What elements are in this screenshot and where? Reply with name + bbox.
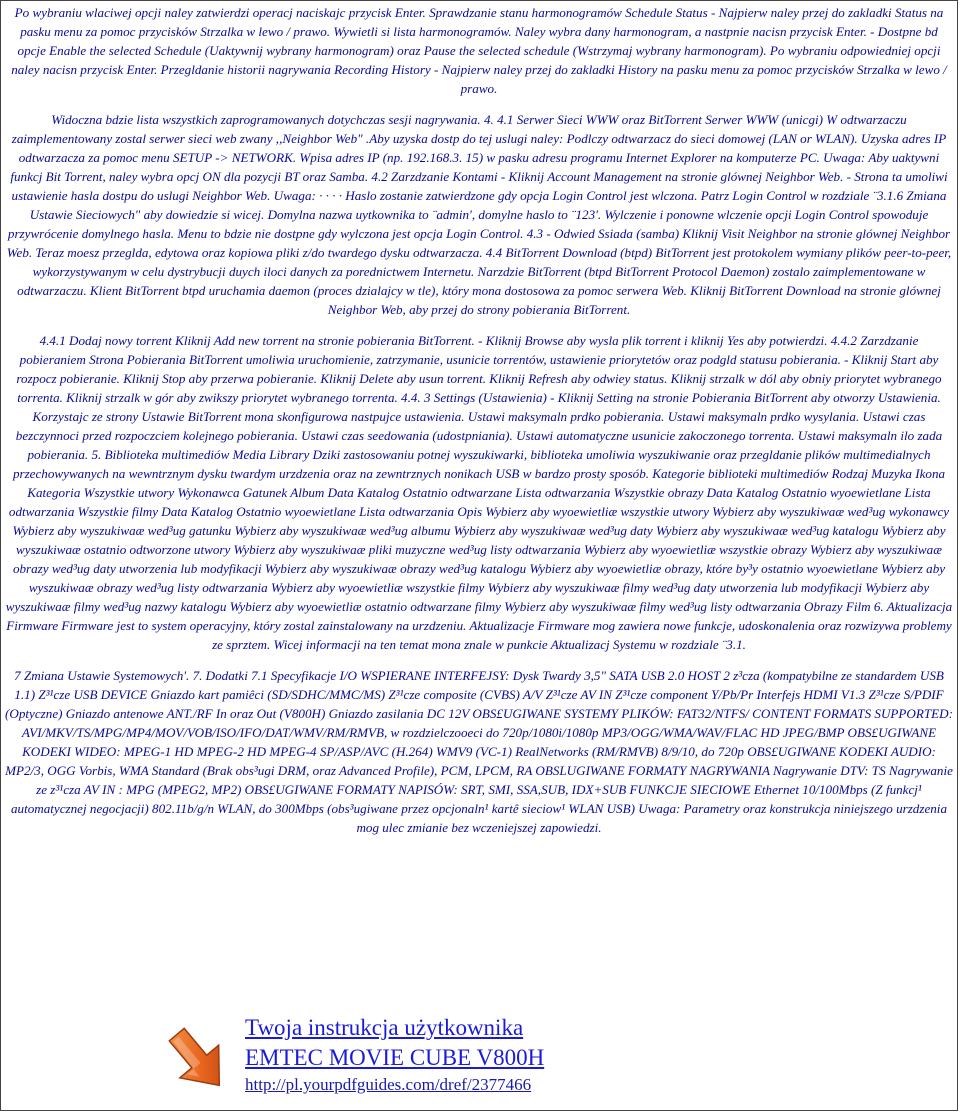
- paragraph-1: Po wybraniu wlaciwej opcji naley zatwierdzi operacj naciskajc przycisk Enter. Sprawdzanie stanu harmonogramów Schedule Status - Najpierw naley przej do zakladki Status na pasku menu za pomoc przycisków Strzalka w lewo / prawo. Wywietli si lista harmonogramów. Naley wybra dany harmonogram, a nastpnie nacisn przycisk Enter. - Dostpne bd opcje Enable the selected Schedule (Uaktywnij wybrany harmonogram) oraz Pause the selected schedule (Wstrzymaj wybrany harmonogram). Po wybraniu odpowiedniej opcji naley nacisn przycisk Enter. Przegldanie historii nagrywania Recording History - Najpierw naley przej do zakladki History na pasku menu za pomoc przycisków Strzalka w lewo / prawo.: [11, 5, 947, 96]
- document-body: [5, 3, 953, 837]
- download-arrow-icon: [159, 1021, 237, 1099]
- manual-title-link[interactable]: Twoja instrukcja użytkownika: [245, 1015, 524, 1040]
- source-url-link[interactable]: http://pl.yourpdfguides.com/dref/2377466: [245, 1075, 532, 1094]
- model-link[interactable]: EMTEC MOVIE CUBE V800H: [245, 1045, 545, 1070]
- paragraph-4: 7 Zmiana Ustawie Systemowych'. 7. Dodatki 7.1 Specyfikacje I/O WSPIERANE INTERFEJSY: Dysk Twardy 3,5" SATA USB 2.0 HOST 2 z³cza (kompatybilne ze standardem USB 1.1) Z³¹cze USB DEVICE Gniazdo kart pamiêci (SD/SDHC/MMC/MS) Z³¹cze composite (CVBS) A/V Z³¹cze AV IN Z³¹cze component Y/Pb/Pr Interfejs HDMI V1.3 Z³¹cze S/PDIF (Optyczne) Gniazdo antenowe ANT./RF In oraz Out (V800H) Gniazdo zasilania DC 12V OBS£UGIWANE SYSTEMY PLIKÓW: FAT32/NTFS/ CONTENT FORMATS SUPPORTED: AVI/MKV/TS/MPG/MP4/MOV/VOB/ISO/IFO/DAT/WMV/RM/RMVB, w rozdzielczooeci do 720p/1080i/1080p MP3/OGG/WMA/WAV/FLAC HD JPEG/BMP OBS£UGIWANE KODEKI WIDEO: MPEG-1 HD MPEG-2 HD MPEG-4 SP/ASP/AVC (H.264) WMV9 (VC-1) RealNetworks (RM/RMVB) 8/9/10, do 720p OBS£UGIWANE KODEKI AUDIO: MP2/3, OGG Vorbis, WMA Standard (Brak obs³ugi DRM, oraz Advanced Profile), PCM, LPCM, RA OBSLUGIWANE FORMATY NAGRYWANIA Nagrywanie DTV: TS Nagrywanie ze z³¹cza AV IN : MPG (MPEG2, MP2) OBS£UGIWANE FORMATY NAPISÓW: SRT, SMI, SSA,SUB, IDX+SUB FUNKCJE SIECIOWE Ethernet 10/100Mbps (Z funkcj¹ automatycznej negocjacji) 802.11b/g/n WLAN, do 300Mbps (obs³ugiwane przez opcjonaln¹ kartê sieciow¹ WLAN USB) Uwaga: Parametry oraz konstrukcja niniejszego urzdzenia mog ulec zmianie bez wczeniejszej zapowiedzi.: [5, 668, 953, 835]
- paragraph-3: 4.4.1 Dodaj nowy torrent Kliknij Add new torrent na stronie pobierania BitTorrent. - Kliknij Browse aby wysla plik torrent i kliknij Yes aby potwierdzi. 4.4.2 Zarzdzanie pobieraniem Strona Pobierania BitTorrent umoliwia uruchomienie, zatrzymanie, usunicie torrentów, ustawienie priorytetów oraz podgld statusu pobierania. - Kliknij Start aby rozpocz pobieranie. Kliknij Stop aby przerwa pobieranie. Kliknij Delete aby usun torrent. Kliknij Refresh aby odwiey status. Kliknij strzalk w dól aby obniy priorytet wybranego torrenta. Kliknij strzalk w gór aby zwikszy priorytet wybranego torrenta. 4.4. 3 Settings (Ustawienia) - Kliknij Setting na stronie Pobierania BitTorrent aby otworzy Ustawienia. Korzystajc ze strony Ustawie BitTorrent mona skonfigurowa nastpujce ustawienia. Ustawi maksymaln prdko pobierania. Ustawi maksymaln prdko wysylania. Ustawi czas bezczynnoci przed rozpoczciem kolejnego pobierania. Ustawi czas seedowania (udostpniania). Ustawi automatyczne usunicie zakoczonego torrenta. Ustawi maksymaln ilo zada pobierania. 5. Biblioteka multimediów Media Library Dziki zastosowaniu potnej wyszukiwarki, biblioteka umoliwia wyszukiwanie oraz przegldanie plików multimedialnych przechowywanych na wewntrznym dysku twardym urzdzenia oraz na zewntrznych nonikach USB w bardzo prosty sposób. Kategorie biblioteki multimediów Rodzaj Muzyka Ikona Kategoria Wszystkie utwory Wykonawca Gatunek Album Data Katalog Ostatnio odtwarzane Lista odtwarzania Wszystkie obrazy Data Katalog Ostatnio wyoewietlane Lista odtwarzania Wszystkie filmy Data Katalog Ostatnio wyoewietlane Lista odtwarzania Opis Wybierz aby wyoewietliæ wszystkie utwory Wybierz aby wyszukiwaæ wed³ug wykonawcy Wybierz aby wyszukiwaæ wed³ug gatunku Wybierz aby wyszukiwaæ wed³ug albumu Wybierz aby wyszukiwaæ wed³ug daty Wybierz aby wyszukiwaæ wed³ug katalogu Wybierz aby wyszukiwaæ ostatnio odtworzone utwory Wybierz aby wyszukiwaæ pliki muzyczne wed³ug listy odtwarzania Wybierz aby wyoewietliæ wszystkie obrazy Wybierz aby wyszukiwaæ obrazy wed³ug daty utworzenia lub modyfikacji Wybierz aby wyszukiwaæ obrazy wed³ug katalogu Wybierz aby wyoewietliæ obrazy, które by³y ostatnio wyoewietlane Wybierz aby wyszukiwaæ obrazy wed³ug listy odtwarzania Wybierz aby wyoewietliæ wszystkie filmy Wybierz aby wyszukiwaæ filmy wed³ug daty utworzenia lub modyfikacji Wybierz aby wyszukiwaæ filmy wed³ug nazwy katalogu Wybierz aby wyoewietliæ ostatnio odtwarzane filmy Wybierz aby wyszukiwaæ filmy wed³ug listy odtwarzania Obrazy Film 6. Aktualizacja Firmware Firmware jest to system operacyjny, który zostal zainstalowany na urzdzeniu. Aktualizacje Firmware mog zawiera nowe funkcje, udoskonalenia oraz rozwizywa problemy ze sprztem. Wicej informacji na ten temat mona znale w punkcie Aktualizacj Systemu w rozdziale ¨3.1.: [5, 333, 953, 652]
- paragraph-2: Widoczna bdzie lista wszystkich zaprogramowanych dotychczas sesji nagrywania. 4. 4.1 Serwer Sieci WWW oraz BitTorrent Serwer WWW (unicgi) W odtwarzaczu zaimplementowany zostal serwer sieci web zwany ,,Neighbor Web" .Aby uzyska dostp do tej uslugi naley: Podlczy odtwarzacz do sieci domowej (LAN or WLAN). Uzyska adres IP odtwarzacza za pomoc menu SETUP -> NETWORK. Wpisa adres IP (np. 192.168.3. 15) w pasku adresu programu Internet Explorer na komputerze PC. Uwaga: Aby uaktywni funkcj Bit Torrent, naley wybra opcj ON dla pozycji BT oraz Samba. 4.2 Zarzdzanie Kontami - Kliknij Account Management na stronie glównej Neighbor Web. - Strona ta umoliwi ustawienie hasla dostpu do uslugi Neighbor Web. Uwaga: · · · · Haslo zostanie zatwierdzone gdy opcja Login Control jest wlczona. Patrz Login Control w rozdziale ¨3.1.6 Zmiana Ustawie Sieciowych" aby dowiedzie si wicej. Domylna nazwa uytkownika to ¨admin', domylne haslo to ¨123'. Wylczenie i ponowne wlczenie opcji Login Control spowoduje przywrócenie domylnego hasla. Menu to bdzie nie dostpne gdy wylczona jest opcja Login Control. 4.3 - Odwied Ssiada (samba) Kliknij Visit Neighbor na stronie glównej Neighbor Web. Teraz moesz przeglda, edytowa oraz kopiowa pliki z/do twardego dysku odtwarzacza. 4.4 BitTorrent Download (btpd) BitTorrent jest protokolem wymiany plików peer-to-peer, wykorzystywanym w celu dystrybucji duych iloci danych za porednictwem Internetu. Narzdzie BitTorrent (btpd BitTorrent Protocol Daemon) zostalo zaimplementowane w odtwarzaczu. Klient BitTorrent btpd uruchamia daemon (proces dzialajcy w tle), który mona dostosowa za pomoc serwera Web. Kliknij BitTorrent Download na stronie glównej Neighbor Web, aby przej do strony pobierania BitTorrent.: [6, 112, 952, 317]
- footer-links: [245, 1013, 544, 1097]
- footer: [159, 1013, 719, 1105]
